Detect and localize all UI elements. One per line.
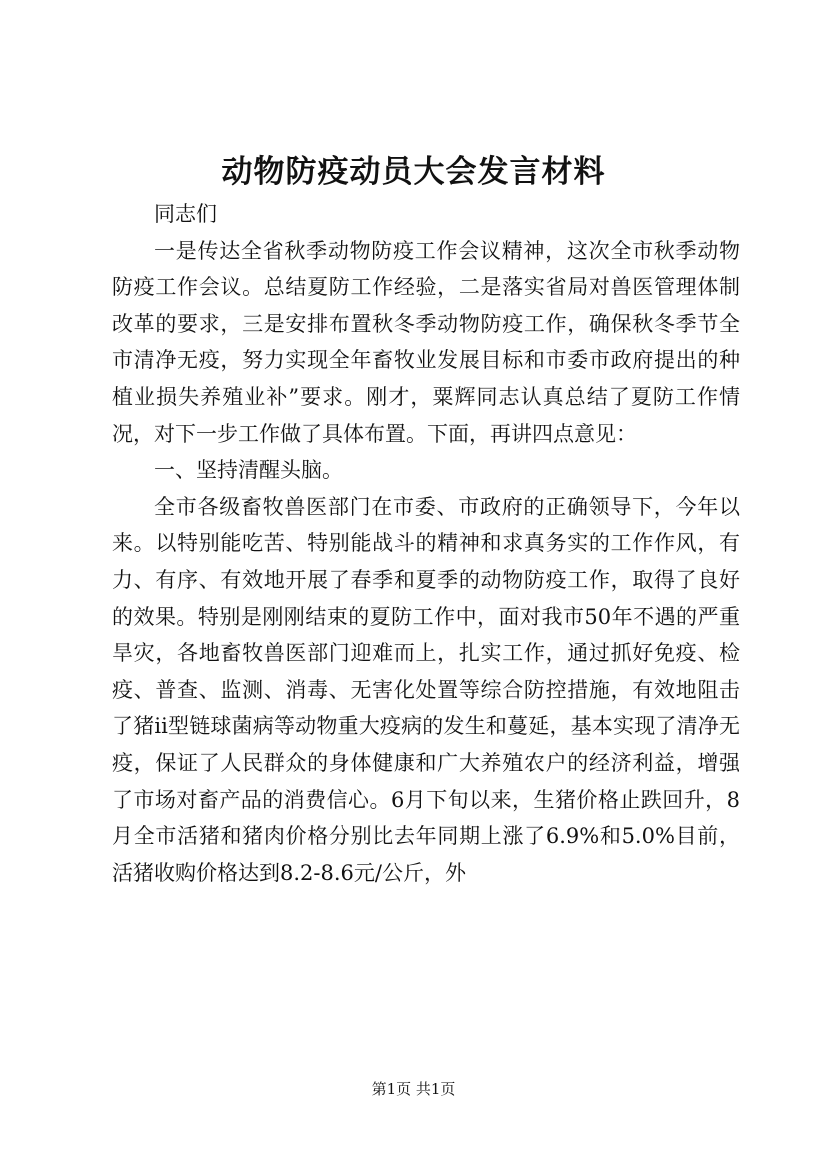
body-paragraph: 全市各级畜牧兽医部门在市委、市政府的正确领导下，今年以来。以特别能吃苦、特别能战斗的精神和求真务实的工作作风，有力、有序、有效地开展了春季和夏季的动物防疫工作，取得了良好的效果。特别是刚刚结束的夏防工作中，面对我市50年不遇的严重旱灾，各地畜牧兽医部门迎难而上，扎实工作，通过抓好免疫、检疫、普查、监测、消毒、无害化处置等综合防控措施，有效地阻击了猪ii型链球菌病等动物重大疫病的发生和蔓延，基本实现了清净无疫，保证了人民群众的身体健康和广大养殖农户的经济利益，增强了市场对畜产品的消费信心。6月下旬以来，生猪价格止跌回升，8月全市活猪和猪肉价格分别比去年同期上涨了6.9%和5.0%目前，活猪收购价格达到8.2-8.6元/公斤，外 [112, 494, 740, 885]
page-footer: 第1页 共1页 [371, 1080, 456, 1098]
salutation-paragraph: 同志们 [154, 202, 217, 226]
document-body [112, 196, 740, 891]
document-title: 动物防疫动员大会发言材料 [221, 154, 606, 190]
section-heading: 一、坚持清醒头脑。 [154, 458, 343, 483]
intro-paragraph: 一是传达全省秋季动物防疫工作会议精神，这次全市秋季动物防疫工作会议。总结夏防工作经验，二是落实省局对兽医管理体制改革的要求，三是安排布置秋冬季动物防疫工作，确保秋冬季节全市清净无疫，努力实现全年畜牧业发展目标和市委市政府提出的种植业损失养殖业补”要求。刚才，粟辉同志认真总结了夏防工作情况，对下一步工作做了具体布置。下面，再讲四点意见： [112, 238, 740, 446]
